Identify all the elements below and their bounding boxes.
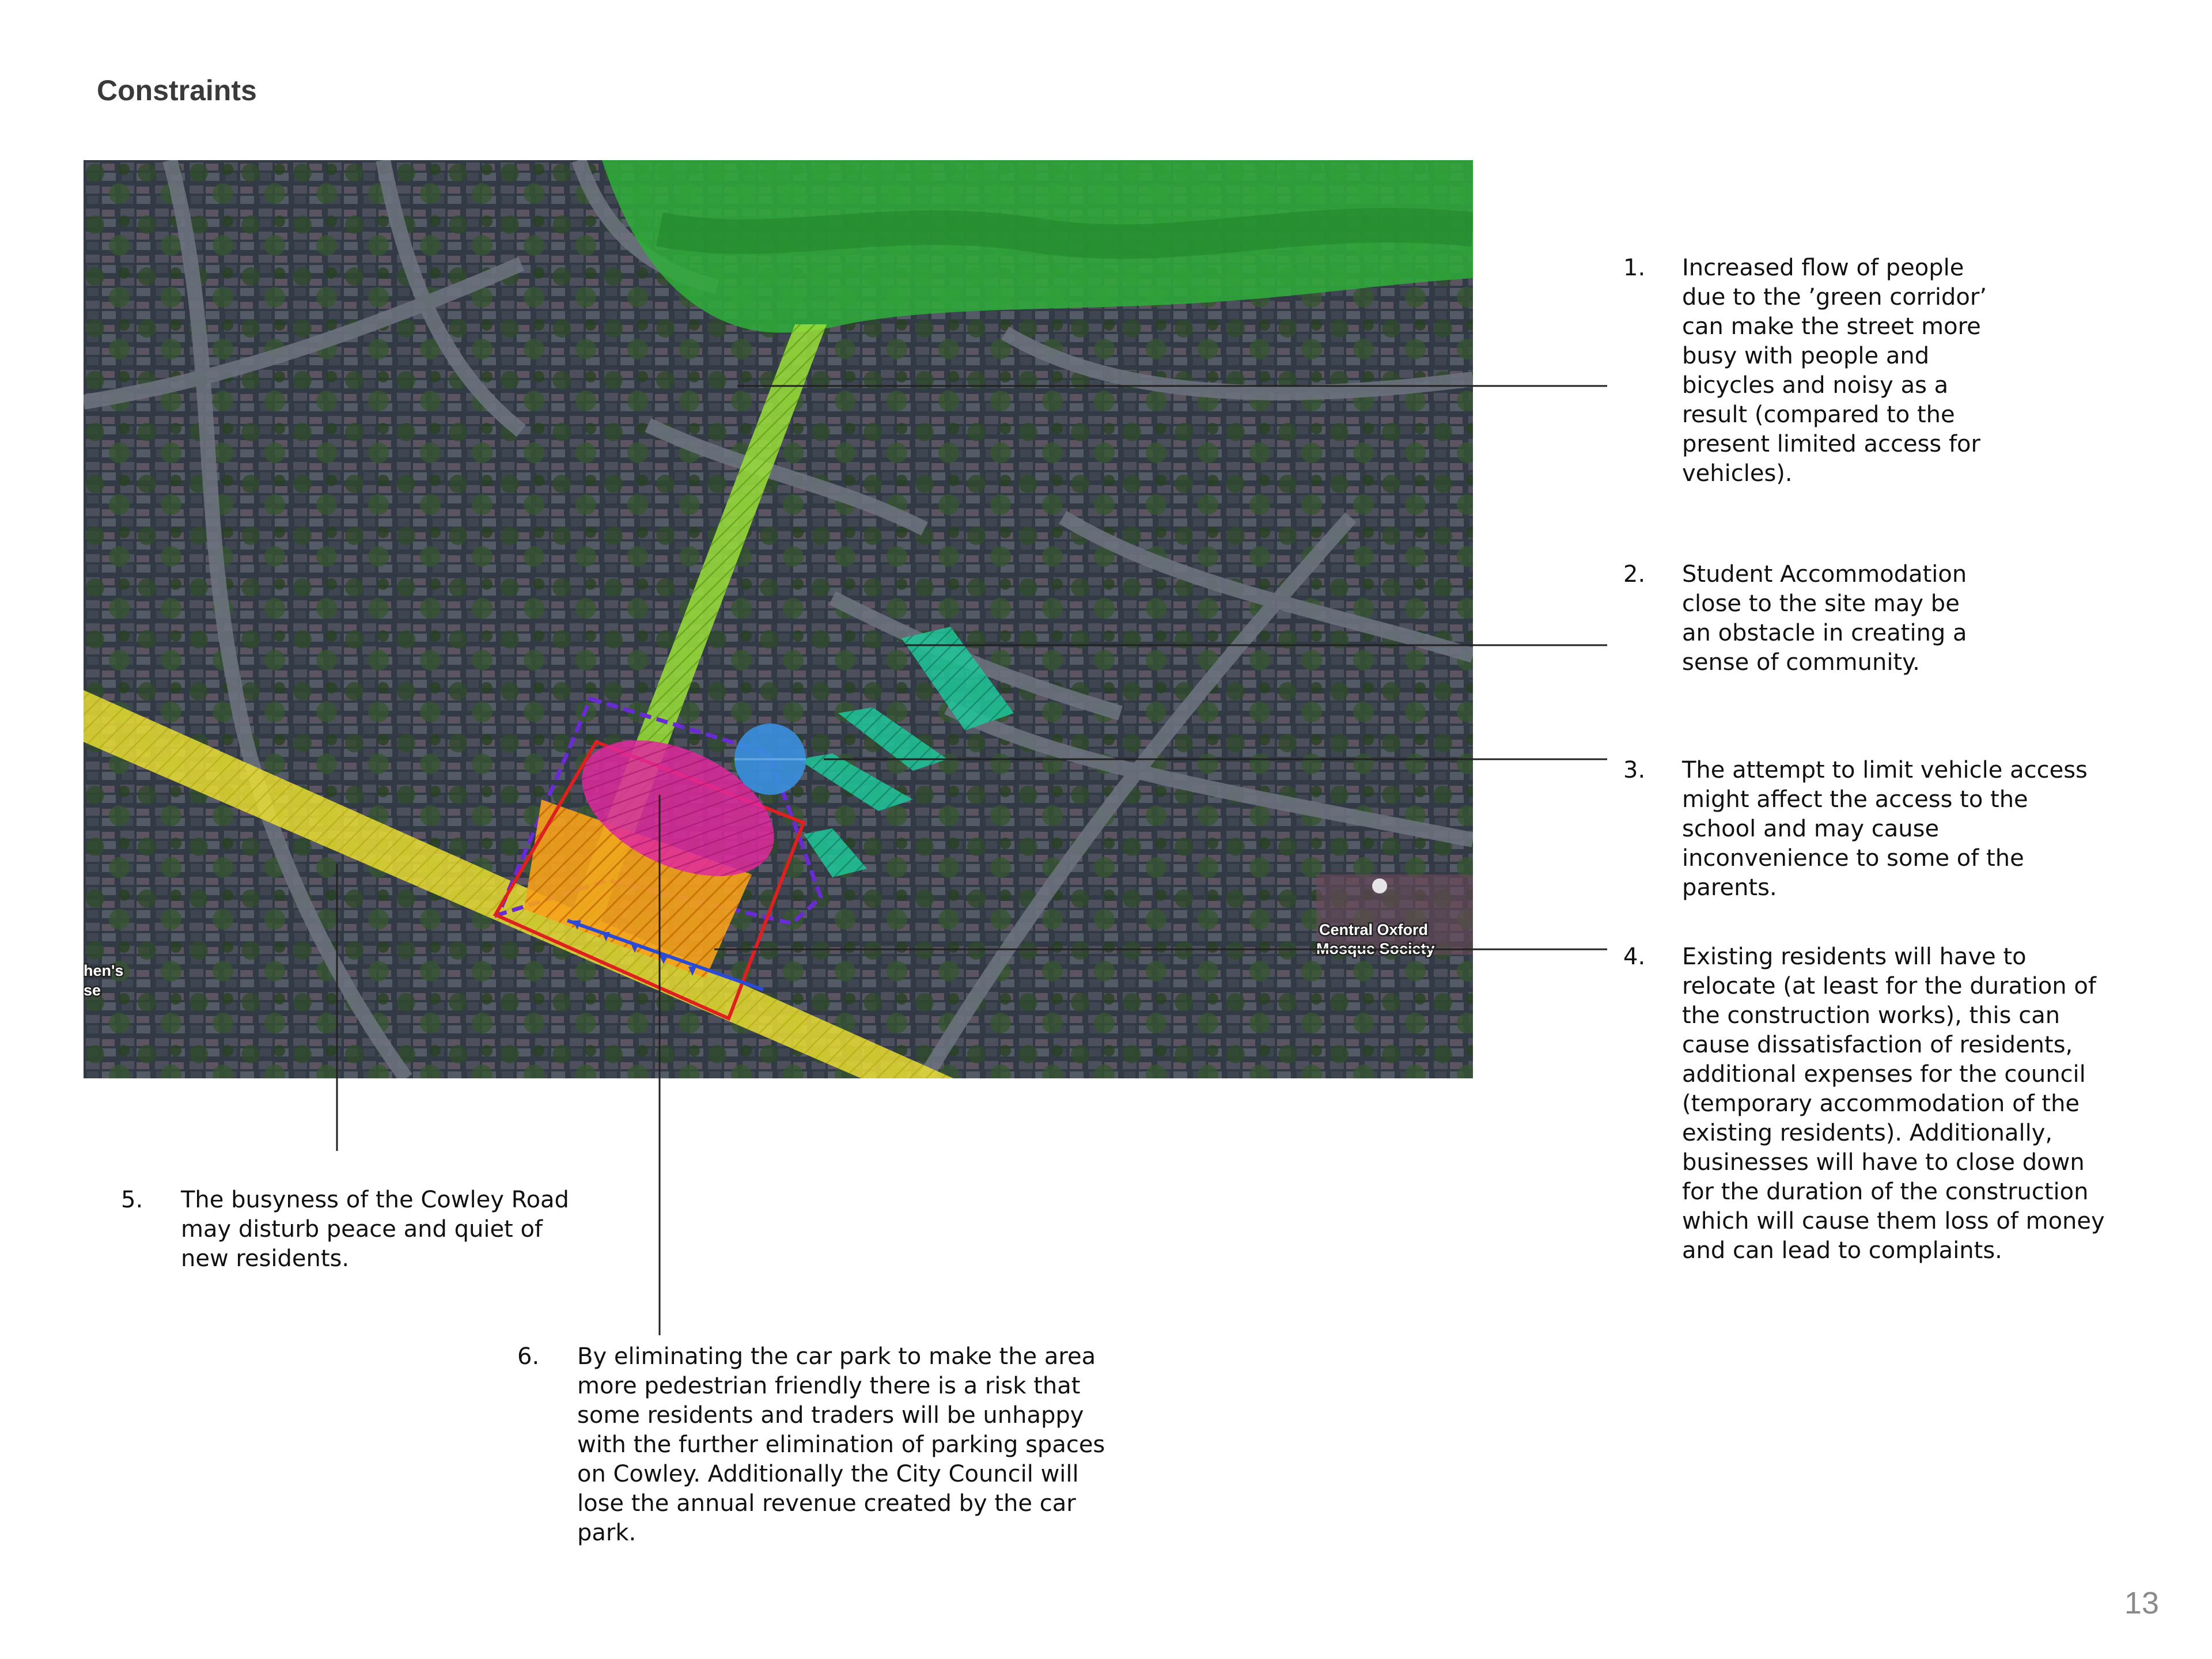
page-number: 13 xyxy=(2124,1586,2159,1620)
note-text: Increased flow of people due to the ’green corridor’ can make the street more busy with people and bicycles and noisy as a result (compared to the present limited access for vehicles). xyxy=(1682,255,1987,487)
mosque-label-line2: Mosque Society xyxy=(1316,940,1435,957)
note-text: Student Accommodation close to the site may be an obstacle in creating a sense of community. xyxy=(1682,561,1967,676)
mosque-label-line1: Central Oxford xyxy=(1319,921,1429,938)
edge-label-line1: hen's xyxy=(84,962,124,979)
note-number: 3. xyxy=(1623,757,1646,783)
edge-label-line2: se xyxy=(84,982,101,999)
note-number: 1. xyxy=(1623,255,1646,281)
note-text: The busyness of the Cowley Road may disturb peace and quiet of new residents. xyxy=(181,1187,569,1272)
note-text: By eliminating the car park to make the area more pedestrian friendly there is a risk that some residents and traders will be unhappy with the further elimination of parking spaces on Cowley. Additionally the City Council will lose the annual revenue created by the car park. xyxy=(577,1343,1105,1546)
note-text: Existing residents will have to relocate (at least for the duration of the construction works), this can cause dissatisfaction of residents, additional expenses for the council (temporary accommodation of the existing residents). Additionally, businesses will have to close down for the duration of the construction which will cause them loss of money and can lead to complaints. xyxy=(1682,944,2105,1264)
note-number: 6. xyxy=(517,1343,540,1370)
page-title: Constraints xyxy=(97,74,257,107)
note-number: 5. xyxy=(121,1187,143,1213)
mosque-icon xyxy=(1372,878,1387,893)
map-canvas xyxy=(84,160,1473,1078)
note-number: 2. xyxy=(1623,561,1646,588)
aerial-map xyxy=(84,160,1473,1078)
note-number: 4. xyxy=(1623,944,1646,970)
note-text: The attempt to limit vehicle access might affect the access to the school and may cause inconvenience to some of the parents. xyxy=(1682,757,2088,901)
